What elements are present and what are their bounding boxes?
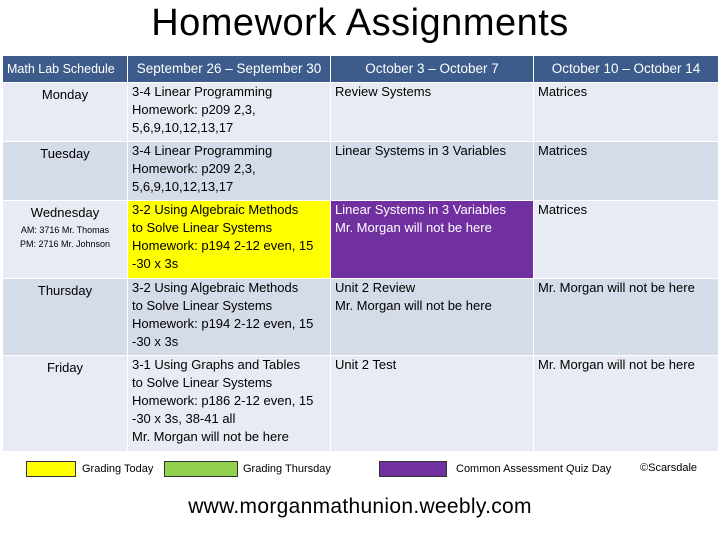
assignment-cell: [331, 142, 534, 201]
day-cell: [3, 201, 128, 279]
cell-line: 3-4 Linear Programming: [132, 84, 273, 99]
cell-line: Review Systems: [335, 84, 432, 99]
cell-line: Mr. Morgan will not be here: [132, 429, 289, 444]
cell-line: to Solve Linear Systems: [132, 298, 273, 313]
cell-line: to Solve Linear Systems: [132, 220, 273, 235]
cell-line: Unit 2 Review: [335, 280, 416, 295]
cell-line: Unit 2 Test: [335, 357, 397, 372]
cell-line: Homework: p209 2,3,: [132, 161, 256, 176]
page-title: Homework Assignments: [151, 2, 569, 44]
cell-line: Linear Systems in 3 Variables: [335, 143, 507, 158]
header-row: [3, 56, 719, 83]
footer-url: www.morganmathunion.weebly.com: [188, 495, 532, 518]
cell-line: Matrices: [538, 202, 588, 217]
day-cell: [3, 356, 128, 452]
schedule-table: [2, 56, 719, 452]
assignment-cell: [534, 83, 719, 142]
cell-line: 3-2 Using Algebraic Methods: [132, 280, 299, 295]
cell-line: Homework: p194 2-12 even, 15: [132, 238, 314, 253]
copyright-label: ©Scarsdale: [640, 462, 698, 474]
cell-line: Linear Systems in 3 Variables: [335, 202, 507, 217]
assignment-cell: [128, 279, 331, 356]
assignment-cell: [534, 356, 719, 452]
column-header-week-1: September 26 – September 30: [128, 56, 331, 83]
common-assessment-swatch: [379, 461, 447, 477]
cell-line: -30 x 3s: [132, 334, 179, 349]
cell-line: Homework: p186 2-12 even, 15: [132, 393, 314, 408]
column-header-math-lab: Math Lab Schedule: [3, 56, 128, 83]
assignment-cell: [128, 83, 331, 142]
cell-line: 3-1 Using Graphs and Tables: [132, 357, 301, 372]
assignment-cell: [331, 83, 534, 142]
assignment-cell: [331, 279, 534, 356]
day-label: Friday: [46, 360, 84, 375]
cell-line: to Solve Linear Systems: [132, 375, 273, 390]
assignment-cell: [534, 279, 719, 356]
grading-today-swatch: [26, 461, 76, 477]
column-header-week-2: October 3 – October 7: [331, 56, 534, 83]
cell-line: -30 x 3s, 38-41 all: [132, 411, 236, 426]
assignment-cell: [331, 356, 534, 452]
cell-line: 3-2 Using Algebraic Methods: [132, 202, 299, 217]
cell-line: Homework: p194 2-12 even, 15: [132, 316, 314, 331]
cell-line: 5,6,9,10,12,13,17: [132, 179, 234, 194]
cell-line: -30 x 3s: [132, 256, 179, 271]
cell-line: 5,6,9,10,12,13,17: [132, 120, 234, 135]
cell-line: Matrices: [538, 84, 588, 99]
assignment-cell: [534, 201, 719, 279]
day-label: Wednesday: [30, 205, 100, 220]
grading-thursday-label: Grading Thursday: [243, 463, 331, 475]
grading-today-label: Grading Today: [82, 463, 154, 475]
table-row-thursday: [3, 279, 719, 356]
common-assessment-label: Common Assessment Quiz Day: [456, 463, 612, 475]
assignment-cell: [534, 142, 719, 201]
cell-line: Mr. Morgan will not be here: [335, 220, 492, 235]
table-row-tuesday: [3, 142, 719, 201]
cell-line: Mr. Morgan will not be here: [538, 280, 695, 295]
assignment-cell: [128, 201, 331, 279]
grading-thursday-swatch: [164, 461, 238, 477]
table-row-friday: [3, 356, 719, 452]
table-row-wednesday: [3, 201, 719, 279]
day-label: Thursday: [37, 283, 93, 298]
assignment-cell: [331, 201, 534, 279]
cell-line: Mr. Morgan will not be here: [335, 298, 492, 313]
lab-pm-note: PM: 2716 Mr. Johnson: [19, 239, 111, 249]
table-row-monday: [3, 83, 719, 142]
cell-line: Mr. Morgan will not be here: [538, 357, 695, 372]
lab-am-note: AM: 3716 Mr. Thomas: [20, 225, 110, 235]
cell-line: Homework: p209 2,3,: [132, 102, 256, 117]
day-cell: [3, 83, 128, 142]
day-label: Monday: [41, 87, 89, 102]
column-header-week-3: October 10 – October 14: [534, 56, 719, 83]
assignment-cell: [128, 142, 331, 201]
assignment-cell: [128, 356, 331, 452]
day-label: Tuesday: [40, 146, 90, 161]
cell-line: 3-4 Linear Programming: [132, 143, 273, 158]
cell-line: Matrices: [538, 143, 588, 158]
day-cell: [3, 142, 128, 201]
day-cell: [3, 279, 128, 356]
